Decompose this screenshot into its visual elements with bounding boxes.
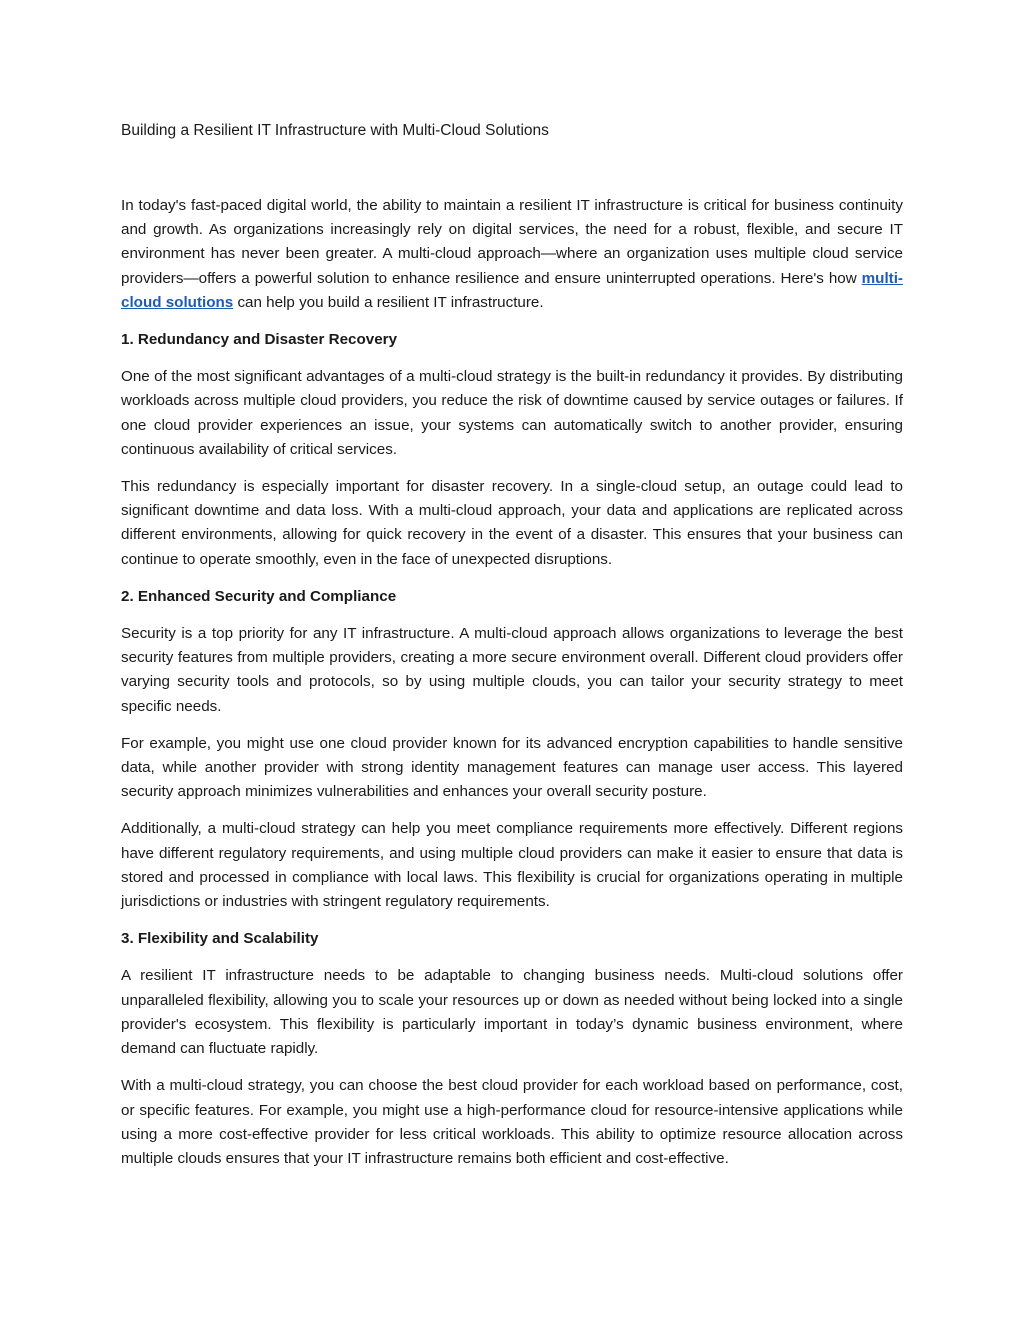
intro-paragraph <box>121 194 903 315</box>
intro-text-after-link: can help you build a resilient IT infrastructure. <box>233 293 544 311</box>
section-paragraph: Additionally, a multi-cloud strategy can help you meet compliance requirements more effectively. Different regions have different regulatory requirements, and using multiple cloud providers can make it easier to ensure that data is stored and processed in compliance with local laws. This flexibility is crucial for organizations operating in multiple jurisdictions or industries with stringent regulatory requirements. <box>121 820 903 911</box>
intro-text-before-link: In today's fast-paced digital world, the ability to maintain a resilient IT infrastructure is critical for business continuity and growth. As organizations increasingly rely on digital services, the need for a robust, flexible, and secure IT environment has never been greater. A multi-cloud approach—where an organization uses multiple cloud service providers—offers a powerful solution to enhance resilience and ensure uninterrupted operations. Here's how <box>121 197 903 287</box>
section-paragraph: Security is a top priority for any IT infrastructure. A multi-cloud approach allows organizations to leverage the best security features from multiple providers, creating a more secure environment overall. Different cloud providers offer varying security tools and protocols, so by using multiple clouds, you can tailor your security strategy to meet specific needs. <box>121 625 903 715</box>
section-heading-redundancy: 1. Redundancy and Disaster Recovery <box>121 331 398 349</box>
section-paragraph: One of the most significant advantages of a multi-cloud strategy is the built-in redundancy it provides. By distributing workloads across multiple cloud providers, you reduce the risk of downtime caused by service outages or failures. If one cloud provider experiences an issue, your systems can automatically switch to another provider, ensuring continuous availability of critical services. <box>121 368 903 458</box>
section-heading-flexibility: 3. Flexibility and Scalability <box>121 930 319 948</box>
section-paragraph: For example, you might use one cloud provider known for its advanced encryption capabilities to handle sensitive data, while another provider with strong identity management features can manage user access. This layered security approach minimizes vulnerabilities and enhances your overall security posture. <box>121 734 903 801</box>
document-page <box>121 118 903 1184</box>
document-title: Building a Resilient IT Infrastructure with Multi-Cloud Solutions <box>121 122 549 139</box>
section-paragraph: A resilient IT infrastructure needs to be adaptable to changing business needs. Multi-cloud solutions offer unparalleled flexibility, allowing you to scale your resources up or down as needed without being locked into a single provider's ecosystem. This flexibility is particularly important in today’s dynamic business environment, where demand can fluctuate rapidly. <box>121 967 903 1058</box>
section-paragraph: With a multi-cloud strategy, you can choose the best cloud provider for each workload based on performance, cost, or specific features. For example, you might use a high-performance cloud for resource-intensive applications while using a more cost-effective provider for less critical workloads. This ability to optimize resource allocation across multiple clouds ensures that your IT infrastructure remains both efficient and cost-effective. <box>121 1077 903 1167</box>
multi-cloud-solutions-link[interactable]: multi-cloud solutions <box>121 269 903 311</box>
section-heading-security: 2. Enhanced Security and Compliance <box>121 587 397 605</box>
section-paragraph: This redundancy is especially important for disaster recovery. In a single-cloud setup, an outage could lead to significant downtime and data loss. With a multi-cloud approach, your data and applications are replicated across different environments, allowing for quick recovery in the event of a disaster. This ensures that your business can continue to operate smoothly, even in the face of unexpected disruptions. <box>121 478 903 568</box>
